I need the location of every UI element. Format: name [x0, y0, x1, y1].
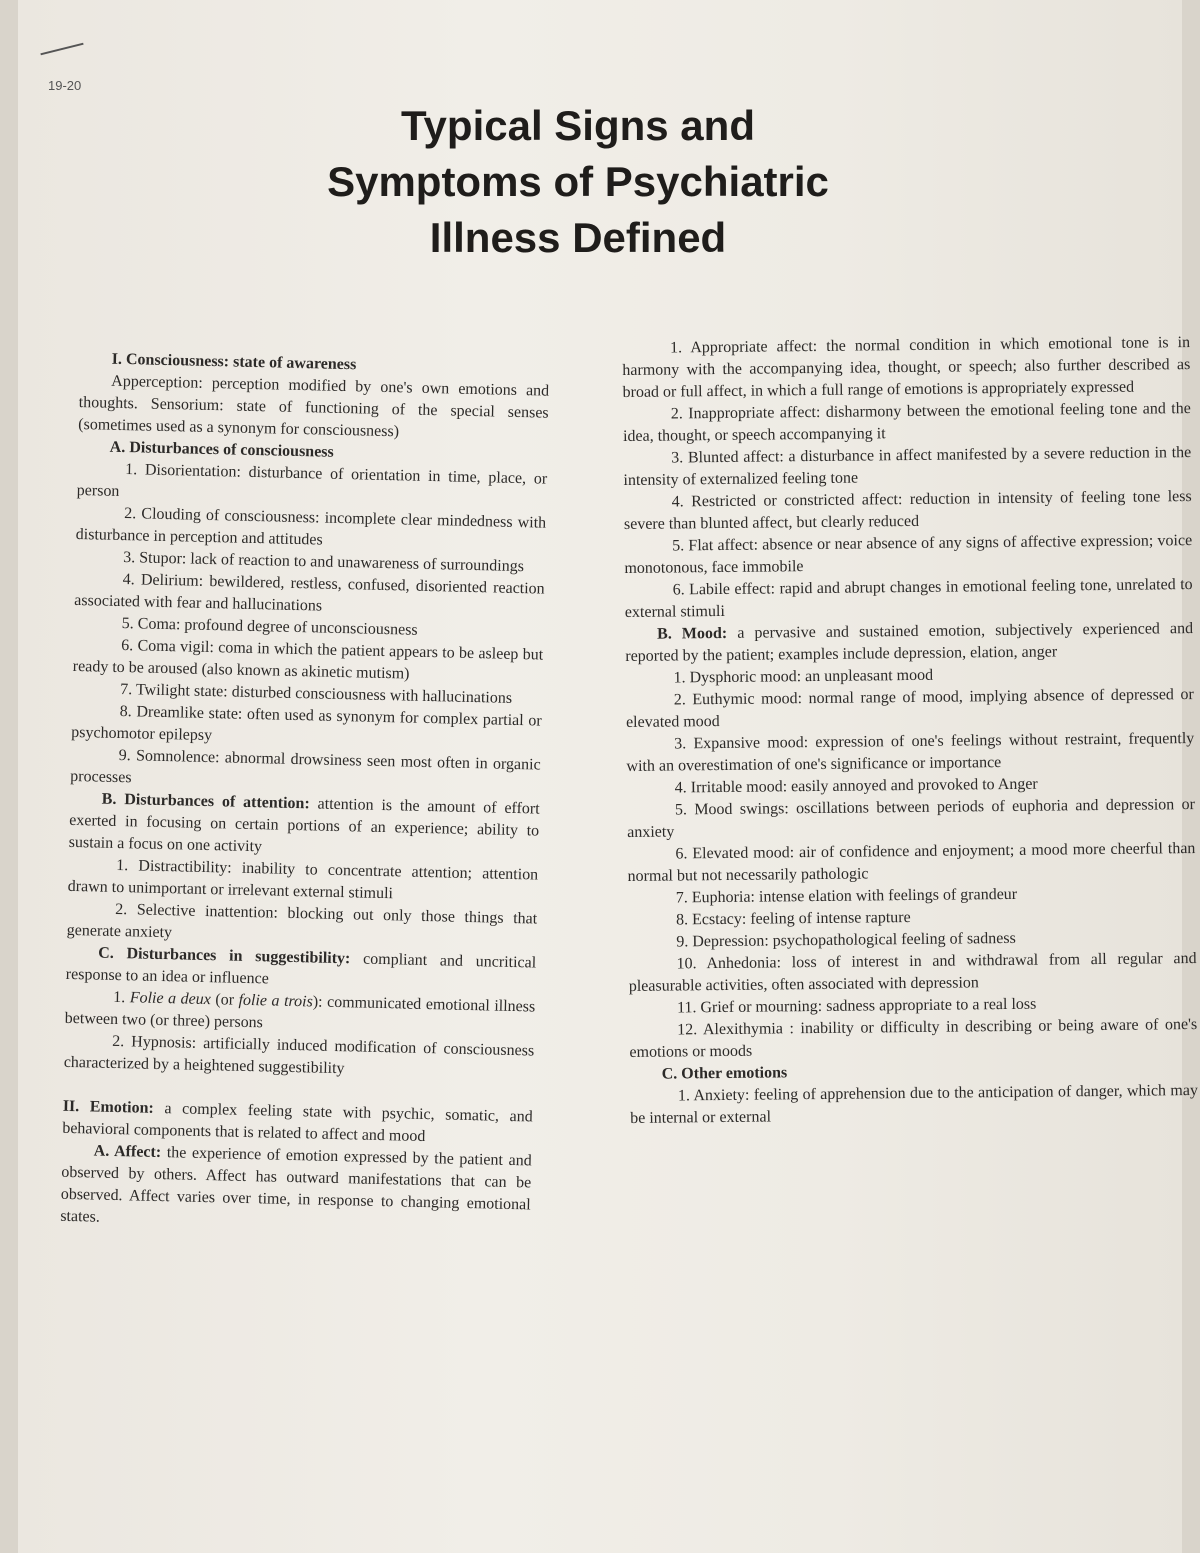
folie-a-trois-term: folie a trois — [238, 991, 314, 1011]
list-item: 5. Coma: profound degree of unconsciousness — [121, 615, 418, 639]
list-item: 7. Euphoria: intense elation with feelings of grandeur — [675, 885, 1018, 907]
list-item: 3. Blunted affect: a disturbance in affect manifested by a severe reduction in the intensity of externalized feeling tone — [623, 444, 1192, 489]
title-line-1: Typical Signs and — [401, 102, 755, 149]
list-item: 2. Hypnosis: artificially induced modification of consciousness characterized by a heightened suggestibility — [63, 1032, 535, 1078]
affect-paragraph — [60, 1140, 532, 1239]
list-item: 3. Expansive mood: expression of one's feelings without restraint, frequently with an overestimation of one's significance or importance — [626, 730, 1195, 775]
list-item: 3. Stupor: lack of reaction to and unawareness of surroundings — [123, 549, 525, 576]
list-item: 2. Inappropriate affect: disharmony between the emotional feeling tone and the idea, thought, or speech accompanying it — [622, 400, 1191, 445]
disturbances-consciousness-heading: A. Disturbances of consciousness — [109, 438, 334, 461]
list-item: 1. Anxiety: feeling of apprehension due to the anticipation of danger, which may be internal or external — [630, 1082, 1199, 1127]
list-item-text: ): communicated emotional illness between two (or three) persons — [64, 993, 536, 1032]
right-column — [622, 332, 1198, 1130]
list-item: 7. Twilight state: disturbed consciousness with hallucinations — [120, 681, 513, 707]
mood-paragraph — [625, 618, 1193, 668]
corner-handwritten-mark: 19-20 — [48, 78, 82, 93]
list-item: 10. Anhedonia: loss of interest in and withdrawal from all regular and pleasurable activities, often associated with depression — [628, 950, 1197, 995]
folie-a-deux-term: Folie a deux — [129, 989, 212, 1009]
list-item: 6. Elevated mood: air of confidence and enjoyment; a mood more cheerful than normal but not necessarily pathologic — [627, 840, 1196, 885]
list-item: 1. Appropriate affect: the normal condition in which emotional tone is in harmony with the accompanying idea, thought, or speech; also further described as broad or full affect, in which a full range of emotions is appropriately expressed — [622, 334, 1191, 401]
list-item: 5. Flat affect: absence or near absence of any signs of affective expression; voice monotonous, face immobile — [624, 532, 1193, 577]
section-consciousness-body: Apperception: perception modified by one's own emotions and thoughts. Sensorium: state of functioning of the special senses (sometimes used as a synonym for consciousness) — [78, 372, 550, 441]
list-item: 9. Somnolence: abnormal drowsiness seen most often in organic processes — [70, 746, 541, 787]
list-item: 4. Irritable mood: easily annoyed and provoked to Anger — [674, 775, 1038, 797]
list-item: 8. Dreamlike state: often used as synonym for complex partial or psychomotor epilepsy — [71, 702, 542, 745]
list-item-number: 1. — [113, 988, 126, 1007]
left-column — [60, 348, 550, 1238]
title-line-2: Symptoms of Psychiatric — [327, 158, 829, 205]
scan-edge-mark — [40, 43, 83, 56]
list-item: 1. Dysphoric mood: an unpleasant mood — [673, 666, 934, 687]
list-item: 6. Labile effect: rapid and abrupt changes in emotional feeling tone, unrelated to external stimuli — [624, 576, 1193, 621]
disturbances-suggestibility-text: compliant and uncritical response to an idea or influence — [65, 950, 537, 988]
list-item: 2. Clouding of consciousness: incomplete clear mindedness with disturbance in perception and attitudes — [75, 505, 547, 549]
disturbances-suggestibility-label: C. Disturbances in suggestibility: — [98, 944, 351, 968]
list-item-text: (or — [210, 991, 239, 1009]
section-emotion-text: a complex feeling state with psychic, somatic, and behavioral components that is related to affect and mood — [62, 1099, 533, 1146]
affect-text: the experience of emotion expressed by the patient and observed by others. Affect has outward manifestations that can be observed. Affect varies over time, in response to changing emotional states. — [60, 1144, 532, 1226]
affect-label: A. Affect: — [93, 1142, 162, 1162]
disturbances-attention-text: attention is the amount of effort exerted in focusing on certain portions of an experience; ability to sustain a focus on one activity — [68, 795, 540, 856]
list-item: 12. Alexithymia : inability or difficulty in describing or being aware of one's emotions or moods — [629, 1016, 1198, 1061]
list-item: 6. Coma vigil: coma in which the patient appears to be asleep but ready to be aroused (also known as akinetic mutism) — [72, 637, 544, 683]
title-line-3: Illness Defined — [429, 214, 727, 261]
list-item: 2. Selective inattention: blocking out only those things that generate anxiety — [66, 900, 538, 942]
disturbances-attention-paragraph — [69, 788, 540, 865]
page-title — [258, 98, 898, 266]
section-emotion-label: II. Emotion: — [62, 1097, 155, 1117]
list-item: 5. Mood swings: oscillations between periods of euphoria and depression or anxiety — [627, 796, 1196, 841]
list-item: 8. Ecstacy: feeling of intense rapture — [676, 909, 911, 929]
list-item: 4. Delirium: bewildered, restless, confused, disoriented reaction associated with fear and hallucinations — [74, 571, 545, 615]
mood-label: B. Mood: — [657, 624, 728, 643]
other-emotions-heading: C. Other emotions — [661, 1064, 788, 1083]
section-consciousness-heading: I. Consciousness: state of awareness — [111, 350, 357, 374]
disturbances-attention-label: B. Disturbances of attention: — [101, 790, 310, 813]
list-item: 2. Euthymic mood: normal range of mood, implying absence of depressed or elevated mood — [625, 686, 1194, 731]
list-item: 4. Restricted or constricted affect: reduction in intensity of feeling tone less severe than blunted affect, but clearly reduced — [623, 488, 1192, 533]
mood-text: a pervasive and sustained emotion, subjectively experienced and reported by the patient; examples include depression, elation, anger — [625, 620, 1194, 665]
list-item: 1. Disorientation: disturbance of orientation in time, place, or person — [76, 461, 548, 500]
list-item: 9. Depression: psychopathological feeling of sadness — [676, 929, 1016, 951]
document-page — [18, 0, 1199, 1553]
list-item: 1. Distractibility: inability to concentrate attention; attention drawn to unimportant or irrelevant external stimuli — [67, 856, 539, 903]
list-item: 11. Grief or mourning: sadness appropriate to a real loss — [676, 995, 1037, 1017]
